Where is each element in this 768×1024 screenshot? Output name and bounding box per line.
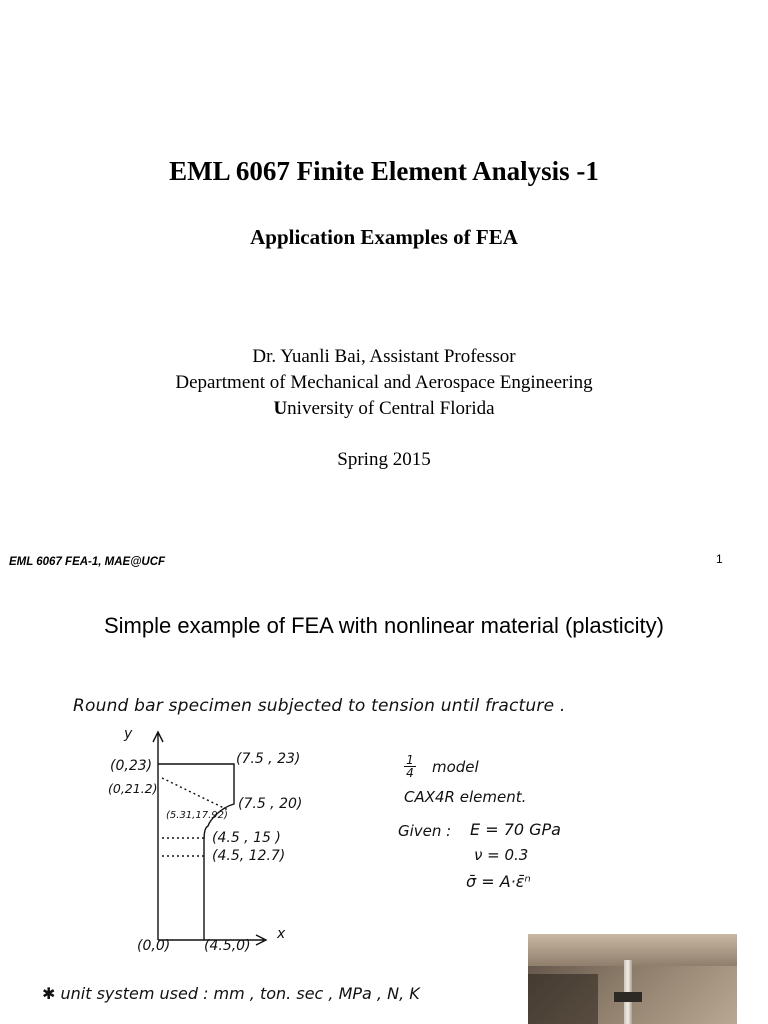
note-poisson-ratio: ν = 0.3 bbox=[474, 846, 529, 864]
point-label-4-5-0: (4.5,0) bbox=[204, 938, 251, 954]
point-label-0-23: (0,23) bbox=[110, 758, 153, 774]
university-name bbox=[0, 396, 768, 422]
photo-extensometer bbox=[614, 992, 642, 1002]
point-label-5-31: (5.31,17.92) bbox=[166, 810, 228, 821]
fraction-quarter bbox=[404, 754, 416, 779]
point-label-4-5-15: (4.5 , 15 ) bbox=[212, 830, 281, 846]
slide-footer: EML 6067 FEA-1, MAE@UCF bbox=[9, 556, 166, 568]
y-axis-arrow bbox=[153, 732, 163, 940]
handwritten-intro: Round bar specimen subjected to tension until fracture . bbox=[73, 696, 566, 716]
note-given: Given : bbox=[398, 822, 452, 840]
point-label-4-5-12-7: (4.5, 12.7) bbox=[212, 848, 286, 864]
photo-grip bbox=[528, 934, 737, 966]
note-youngs-modulus: E = 70 GPa bbox=[470, 820, 561, 839]
photo-shadow bbox=[528, 974, 598, 1024]
dotted-guide-upper bbox=[162, 778, 228, 810]
y-axis-label: y bbox=[124, 726, 133, 742]
slide-subtitle: Application Examples of FEA bbox=[250, 225, 518, 249]
note-element: CAX4R element. bbox=[404, 788, 527, 806]
author-block bbox=[0, 344, 768, 422]
department-name: Department of Mechanical and Aerospace Engineering bbox=[175, 372, 593, 393]
point-label-7-5-23: (7.5 , 23) bbox=[236, 751, 301, 767]
tensile-test-photo bbox=[528, 934, 737, 1024]
slide2-title: Simple example of FEA with nonlinear material (plasticity) bbox=[103, 613, 664, 638]
university-rest: niversity of Central Florida bbox=[287, 398, 495, 419]
slide-title: EML 6067 Finite Element Analysis -1 bbox=[169, 156, 599, 186]
fraction-numerator: 1 bbox=[404, 754, 416, 767]
fraction-denominator: 4 bbox=[406, 766, 414, 780]
x-axis-label: x bbox=[277, 926, 286, 942]
page-number: 1 bbox=[716, 552, 723, 566]
point-label-0-21-2: (0,21.2) bbox=[108, 781, 158, 796]
author-name: Dr. Yuanli Bai, Assistant Professor bbox=[252, 346, 516, 367]
point-label-7-5-20: (7.5 , 20) bbox=[238, 796, 303, 812]
point-label-origin: (0,0) bbox=[137, 938, 171, 954]
unit-system-note: ✱ unit system used : mm , ton. sec , MPa , N, K bbox=[42, 984, 420, 1003]
semester: Spring 2015 bbox=[337, 449, 431, 470]
university-initial: U bbox=[273, 398, 288, 419]
note-hardening-law: σ̄ = A·ε̄ⁿ bbox=[466, 872, 531, 891]
note-model: model bbox=[432, 758, 479, 776]
